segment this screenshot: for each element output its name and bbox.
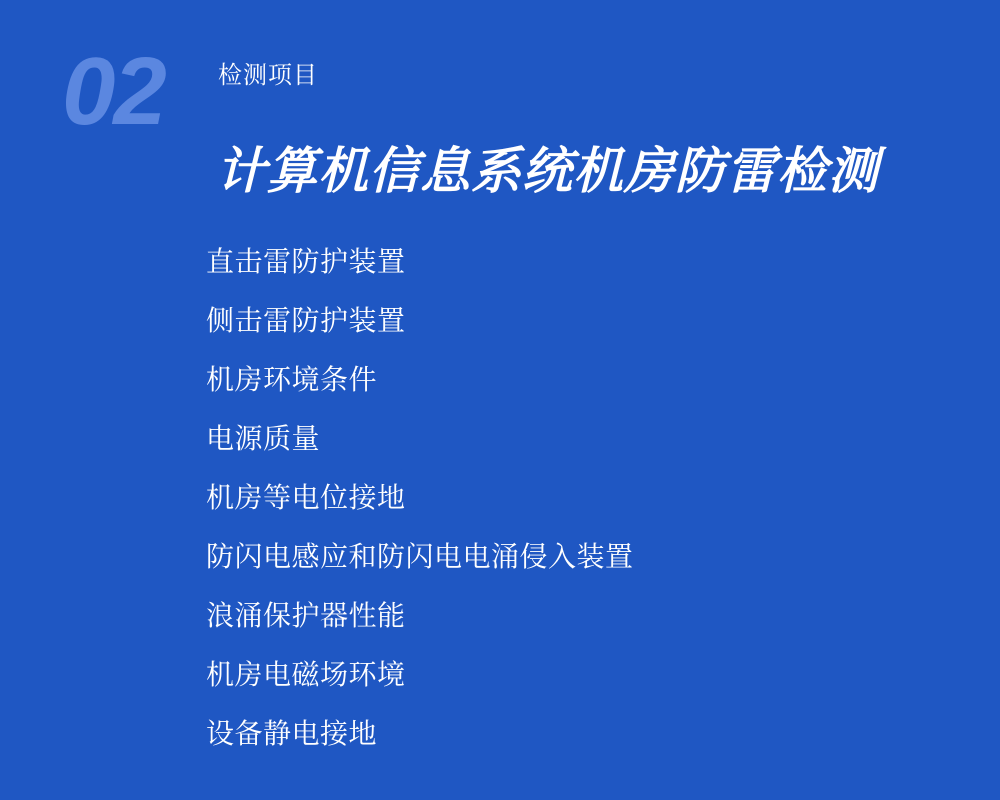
list-item: 直击雷防护装置 [206,245,406,277]
section-eyebrow-label: 检测项目 [218,62,318,89]
list-item: 浪涌保护器性能 [206,599,406,631]
list-item: 防闪电感应和防闪电电涌侵入装置 [206,540,634,572]
section-number: 02 [62,38,165,145]
list-item: 电源质量 [206,422,321,454]
list-item: 机房等电位接地 [206,481,406,513]
slide-header [0,0,1000,210]
detection-item-list [206,232,946,763]
list-item: 机房电磁场环境 [206,658,406,690]
list-item: 机房环境条件 [206,363,378,395]
list-item: 侧击雷防护装置 [206,304,406,336]
list-item: 设备静电接地 [206,717,378,749]
page-title: 计算机信息系统机房防雷检测 [216,142,879,199]
